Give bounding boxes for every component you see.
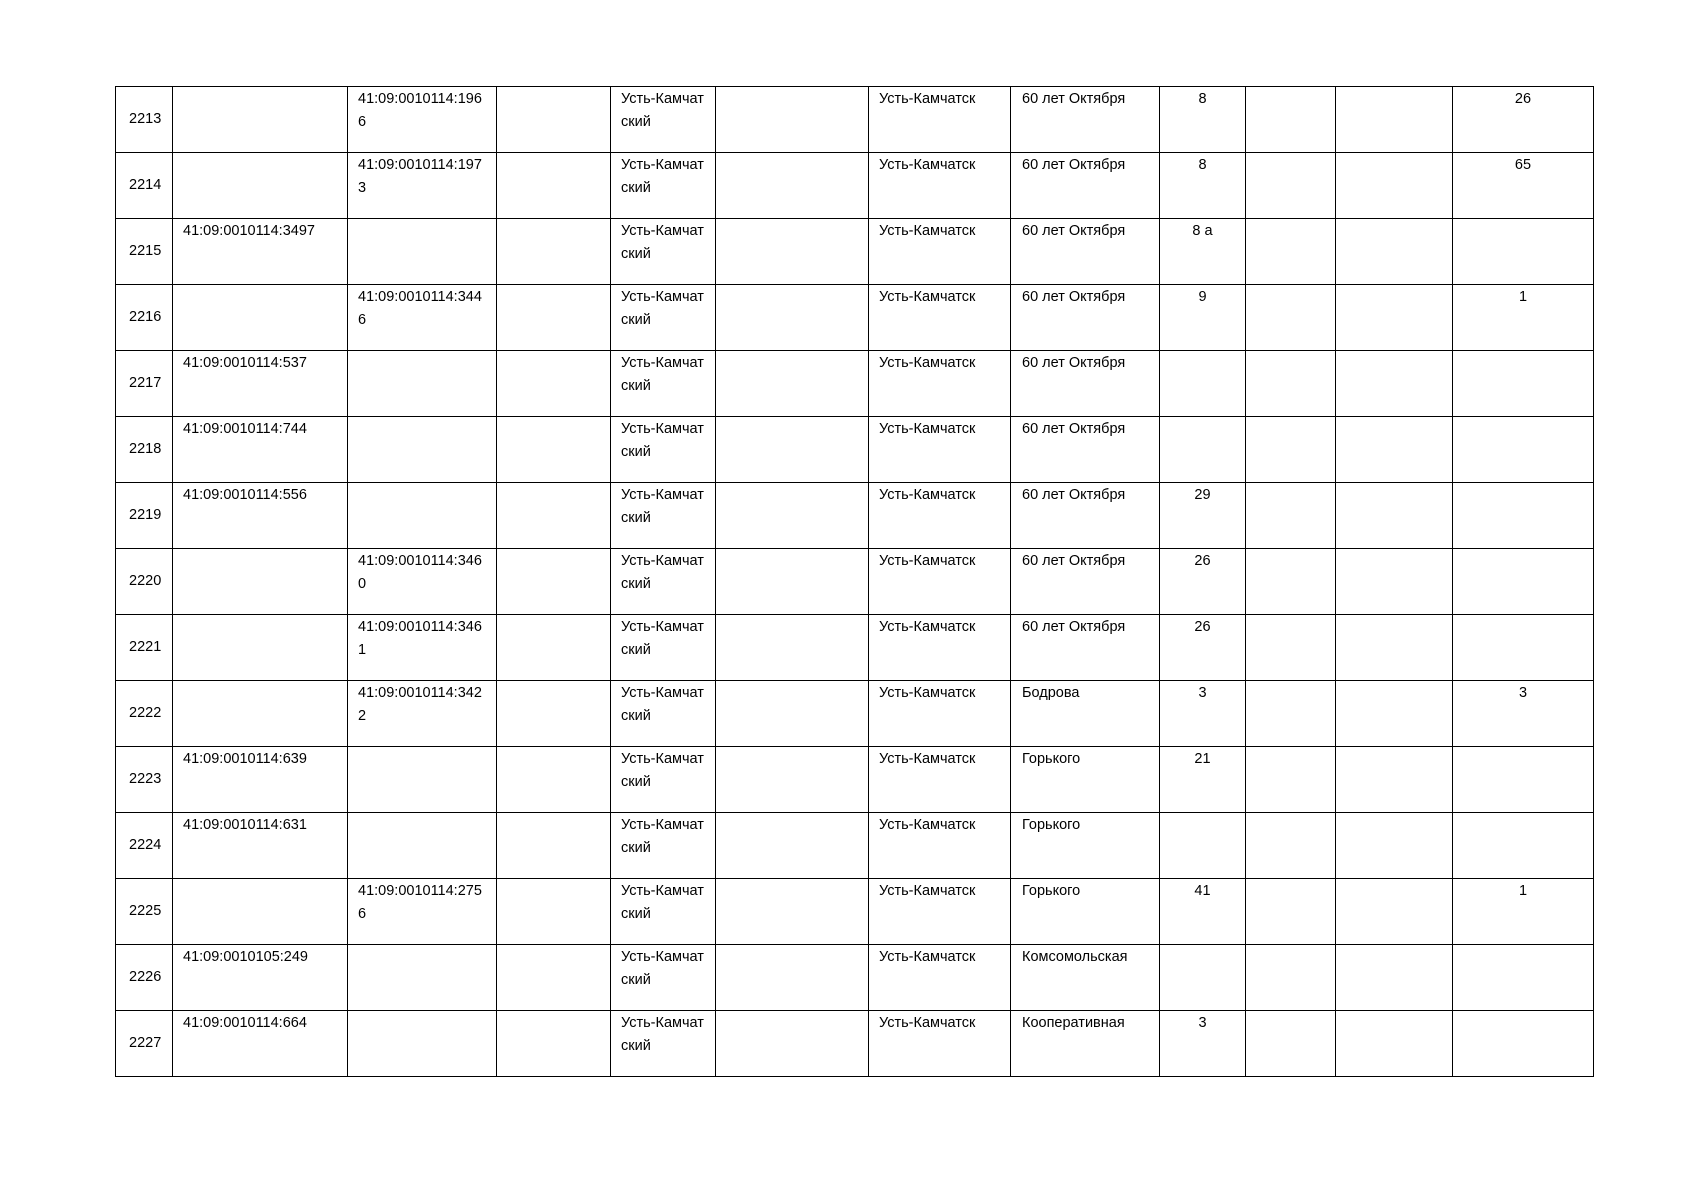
apartment-number-cell	[1453, 615, 1594, 681]
row-number-cell: 2227	[116, 1011, 173, 1077]
cadastral-number-2-cell	[348, 945, 497, 1011]
apartment-number-cell	[1453, 351, 1594, 417]
cadastral-number-2-cell: 41:09:0010114:3422	[348, 681, 497, 747]
settlement-cell: Усть-Камчатск	[869, 417, 1011, 483]
settlement-cell: Усть-Камчатск	[869, 87, 1011, 153]
house-number-cell: 8	[1160, 87, 1246, 153]
row-number-cell: 2214	[116, 153, 173, 219]
cadastral-number-cell	[173, 879, 348, 945]
apartment-number-cell	[1453, 219, 1594, 285]
street-cell: Кооперативная	[1011, 1011, 1160, 1077]
row-number-cell: 2213	[116, 87, 173, 153]
cadastral-number-2-cell	[348, 351, 497, 417]
empty-cell	[716, 1011, 869, 1077]
cadastral-number-cell: 41:09:0010114:744	[173, 417, 348, 483]
empty-cell	[1336, 87, 1453, 153]
empty-cell	[716, 285, 869, 351]
table-row	[116, 285, 1594, 351]
house-number-cell	[1160, 945, 1246, 1011]
street-cell: Горького	[1011, 813, 1160, 879]
empty-cell	[716, 417, 869, 483]
empty-cell	[497, 87, 611, 153]
empty-cell	[497, 285, 611, 351]
empty-cell	[1336, 813, 1453, 879]
cadastral-number-cell	[173, 285, 348, 351]
house-number-cell: 9	[1160, 285, 1246, 351]
district-cell: Усть-Камчатский	[611, 219, 716, 285]
street-cell: 60 лет Октября	[1011, 153, 1160, 219]
cadastral-number-cell	[173, 153, 348, 219]
empty-cell	[497, 483, 611, 549]
row-number-cell: 2224	[116, 813, 173, 879]
settlement-cell: Усть-Камчатск	[869, 813, 1011, 879]
apartment-number-cell	[1453, 549, 1594, 615]
empty-cell	[1246, 747, 1336, 813]
street-cell: 60 лет Октября	[1011, 549, 1160, 615]
street-cell: Бодрова	[1011, 681, 1160, 747]
property-register-table	[115, 86, 1594, 1077]
house-number-cell: 3	[1160, 1011, 1246, 1077]
settlement-cell: Усть-Камчатск	[869, 483, 1011, 549]
apartment-number-cell	[1453, 747, 1594, 813]
street-cell: 60 лет Октября	[1011, 285, 1160, 351]
cadastral-number-cell: 41:09:0010105:249	[173, 945, 348, 1011]
empty-cell	[497, 945, 611, 1011]
cadastral-number-2-cell	[348, 483, 497, 549]
empty-cell	[1336, 153, 1453, 219]
apartment-number-cell: 1	[1453, 285, 1594, 351]
empty-cell	[716, 351, 869, 417]
empty-cell	[716, 813, 869, 879]
table-row	[116, 615, 1594, 681]
cadastral-number-cell: 41:09:0010114:556	[173, 483, 348, 549]
row-number-cell: 2225	[116, 879, 173, 945]
empty-cell	[1246, 153, 1336, 219]
empty-cell	[1246, 549, 1336, 615]
empty-cell	[1336, 615, 1453, 681]
row-number-cell: 2218	[116, 417, 173, 483]
row-number-cell: 2226	[116, 945, 173, 1011]
empty-cell	[716, 681, 869, 747]
district-cell: Усть-Камчатский	[611, 681, 716, 747]
empty-cell	[1336, 681, 1453, 747]
cadastral-number-2-cell	[348, 219, 497, 285]
district-cell: Усть-Камчатский	[611, 1011, 716, 1077]
cadastral-number-2-cell	[348, 417, 497, 483]
house-number-cell	[1160, 813, 1246, 879]
house-number-cell: 21	[1160, 747, 1246, 813]
empty-cell	[716, 747, 869, 813]
street-cell: 60 лет Октября	[1011, 615, 1160, 681]
district-cell: Усть-Камчатский	[611, 945, 716, 1011]
row-number-cell: 2219	[116, 483, 173, 549]
settlement-cell: Усть-Камчатск	[869, 879, 1011, 945]
row-number-cell: 2215	[116, 219, 173, 285]
street-cell: 60 лет Октября	[1011, 87, 1160, 153]
empty-cell	[497, 615, 611, 681]
apartment-number-cell	[1453, 417, 1594, 483]
cadastral-number-2-cell	[348, 813, 497, 879]
apartment-number-cell: 65	[1453, 153, 1594, 219]
empty-cell	[1336, 417, 1453, 483]
street-cell: Горького	[1011, 879, 1160, 945]
apartment-number-cell	[1453, 483, 1594, 549]
empty-cell	[1336, 285, 1453, 351]
empty-cell	[1246, 285, 1336, 351]
apartment-number-cell	[1453, 1011, 1594, 1077]
table-row	[116, 219, 1594, 285]
cadastral-number-2-cell: 41:09:0010114:2756	[348, 879, 497, 945]
empty-cell	[497, 813, 611, 879]
cadastral-number-2-cell: 41:09:0010114:3460	[348, 549, 497, 615]
empty-cell	[1246, 417, 1336, 483]
settlement-cell: Усть-Камчатск	[869, 153, 1011, 219]
district-cell: Усть-Камчатский	[611, 813, 716, 879]
empty-cell	[1336, 945, 1453, 1011]
district-cell: Усть-Камчатский	[611, 87, 716, 153]
district-cell: Усть-Камчатский	[611, 615, 716, 681]
empty-cell	[1336, 747, 1453, 813]
street-cell: 60 лет Октября	[1011, 219, 1160, 285]
cadastral-number-cell: 41:09:0010114:537	[173, 351, 348, 417]
settlement-cell: Усть-Камчатск	[869, 747, 1011, 813]
cadastral-number-cell: 41:09:0010114:639	[173, 747, 348, 813]
district-cell: Усть-Камчатский	[611, 285, 716, 351]
row-number-cell: 2217	[116, 351, 173, 417]
empty-cell	[1336, 351, 1453, 417]
table-row	[116, 1011, 1594, 1077]
house-number-cell: 3	[1160, 681, 1246, 747]
house-number-cell: 26	[1160, 549, 1246, 615]
district-cell: Усть-Камчатский	[611, 417, 716, 483]
row-number-cell: 2222	[116, 681, 173, 747]
house-number-cell: 8 а	[1160, 219, 1246, 285]
table-row	[116, 417, 1594, 483]
empty-cell	[1246, 87, 1336, 153]
empty-cell	[1246, 681, 1336, 747]
empty-cell	[1246, 483, 1336, 549]
settlement-cell: Усть-Камчатск	[869, 615, 1011, 681]
empty-cell	[497, 1011, 611, 1077]
empty-cell	[1246, 1011, 1336, 1077]
district-cell: Усть-Камчатский	[611, 351, 716, 417]
row-number-cell: 2223	[116, 747, 173, 813]
empty-cell	[716, 483, 869, 549]
cadastral-number-cell	[173, 681, 348, 747]
table-row	[116, 681, 1594, 747]
cadastral-number-2-cell: 41:09:0010114:1966	[348, 87, 497, 153]
settlement-cell: Усть-Камчатск	[869, 351, 1011, 417]
table-row	[116, 747, 1594, 813]
table-row	[116, 549, 1594, 615]
apartment-number-cell: 3	[1453, 681, 1594, 747]
cadastral-number-2-cell: 41:09:0010114:3446	[348, 285, 497, 351]
empty-cell	[497, 747, 611, 813]
empty-cell	[716, 879, 869, 945]
empty-cell	[1246, 351, 1336, 417]
settlement-cell: Усть-Камчатск	[869, 549, 1011, 615]
apartment-number-cell	[1453, 813, 1594, 879]
empty-cell	[497, 219, 611, 285]
cadastral-number-2-cell	[348, 747, 497, 813]
cadastral-number-2-cell: 41:09:0010114:1973	[348, 153, 497, 219]
district-cell: Усть-Камчатский	[611, 747, 716, 813]
empty-cell	[1336, 1011, 1453, 1077]
empty-cell	[1246, 945, 1336, 1011]
empty-cell	[716, 615, 869, 681]
empty-cell	[716, 87, 869, 153]
table-row	[116, 813, 1594, 879]
empty-cell	[497, 681, 611, 747]
row-number-cell: 2216	[116, 285, 173, 351]
empty-cell	[497, 153, 611, 219]
table-body	[116, 87, 1594, 1077]
empty-cell	[1336, 219, 1453, 285]
empty-cell	[1246, 615, 1336, 681]
table-row	[116, 945, 1594, 1011]
house-number-cell: 8	[1160, 153, 1246, 219]
district-cell: Усть-Камчатский	[611, 549, 716, 615]
empty-cell	[716, 219, 869, 285]
cadastral-number-cell	[173, 87, 348, 153]
settlement-cell: Усть-Камчатск	[869, 219, 1011, 285]
empty-cell	[716, 549, 869, 615]
cadastral-number-cell	[173, 615, 348, 681]
cadastral-number-cell: 41:09:0010114:664	[173, 1011, 348, 1077]
house-number-cell: 41	[1160, 879, 1246, 945]
apartment-number-cell: 26	[1453, 87, 1594, 153]
apartment-number-cell	[1453, 945, 1594, 1011]
table-row	[116, 153, 1594, 219]
district-cell: Усть-Камчатский	[611, 879, 716, 945]
street-cell: 60 лет Октября	[1011, 351, 1160, 417]
empty-cell	[1246, 813, 1336, 879]
empty-cell	[497, 549, 611, 615]
house-number-cell: 29	[1160, 483, 1246, 549]
table-row	[116, 87, 1594, 153]
table-row	[116, 879, 1594, 945]
street-cell: Комсомольская	[1011, 945, 1160, 1011]
cadastral-number-cell: 41:09:0010114:631	[173, 813, 348, 879]
empty-cell	[497, 879, 611, 945]
empty-cell	[1336, 549, 1453, 615]
street-cell: 60 лет Октября	[1011, 417, 1160, 483]
street-cell: 60 лет Октября	[1011, 483, 1160, 549]
settlement-cell: Усть-Камчатск	[869, 285, 1011, 351]
district-cell: Усть-Камчатский	[611, 483, 716, 549]
district-cell: Усть-Камчатский	[611, 153, 716, 219]
empty-cell	[1246, 219, 1336, 285]
empty-cell	[1336, 483, 1453, 549]
empty-cell	[1336, 879, 1453, 945]
settlement-cell: Усть-Камчатск	[869, 1011, 1011, 1077]
street-cell: Горького	[1011, 747, 1160, 813]
house-number-cell	[1160, 351, 1246, 417]
settlement-cell: Усть-Камчатск	[869, 681, 1011, 747]
apartment-number-cell: 1	[1453, 879, 1594, 945]
empty-cell	[497, 417, 611, 483]
row-number-cell: 2220	[116, 549, 173, 615]
row-number-cell: 2221	[116, 615, 173, 681]
settlement-cell: Усть-Камчатск	[869, 945, 1011, 1011]
table-row	[116, 351, 1594, 417]
table-row	[116, 483, 1594, 549]
cadastral-number-2-cell: 41:09:0010114:3461	[348, 615, 497, 681]
cadastral-number-cell	[173, 549, 348, 615]
empty-cell	[1246, 879, 1336, 945]
cadastral-number-cell: 41:09:0010114:3497	[173, 219, 348, 285]
empty-cell	[497, 351, 611, 417]
house-number-cell: 26	[1160, 615, 1246, 681]
empty-cell	[716, 153, 869, 219]
cadastral-number-2-cell	[348, 1011, 497, 1077]
house-number-cell	[1160, 417, 1246, 483]
empty-cell	[716, 945, 869, 1011]
